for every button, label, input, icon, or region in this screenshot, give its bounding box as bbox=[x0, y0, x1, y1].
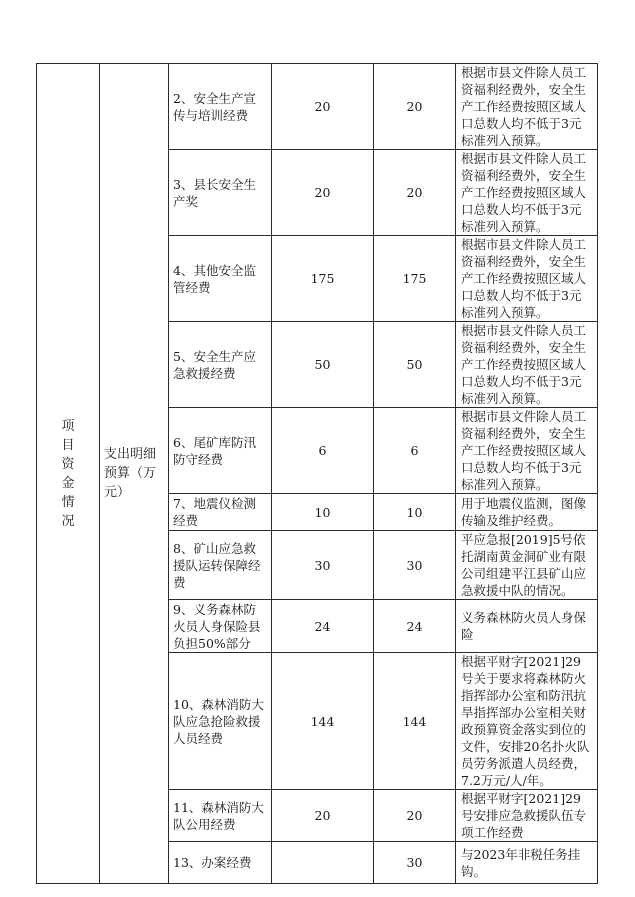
item-description: 根据市县文件除人员工资福利经费外，安全生产工作经费按照区域人口总数人均不低于3元标准列入预算。 bbox=[456, 408, 598, 494]
item-amount-b: 20 bbox=[374, 790, 456, 842]
item-amount-b: 30 bbox=[374, 842, 456, 884]
item-amount-a: 20 bbox=[272, 150, 374, 236]
item-description: 用于地震仪监测，图像传输及维护经费。 bbox=[456, 494, 598, 531]
item-amount-b: 20 bbox=[374, 150, 456, 236]
item-description: 根据平财字[2021]29号安排应急救援队伍专项工作经费 bbox=[456, 790, 598, 842]
item-amount-a bbox=[272, 842, 374, 884]
item-name: 4、其他安全监管经费 bbox=[169, 236, 272, 322]
table-row bbox=[37, 64, 598, 150]
item-amount-a: 10 bbox=[272, 494, 374, 531]
item-name: 5、安全生产应急救援经费 bbox=[169, 322, 272, 408]
item-name: 13、办案经费 bbox=[169, 842, 272, 884]
item-name: 2、安全生产宣传与培训经费 bbox=[169, 64, 272, 150]
item-description: 义务森林防火员人身保险 bbox=[456, 600, 598, 653]
item-amount-a: 50 bbox=[272, 322, 374, 408]
item-name: 10、森林消防大队应急抢险救援人员经费 bbox=[169, 653, 272, 790]
item-name: 6、尾矿库防汛防守经费 bbox=[169, 408, 272, 494]
item-description: 与2023年非税任务挂钩。 bbox=[456, 842, 598, 884]
item-amount-a: 24 bbox=[272, 600, 374, 653]
item-amount-b: 6 bbox=[374, 408, 456, 494]
item-description: 根据平财字[2021]29号关于要求将森林防火指挥部办公室和防汛抗旱指挥部办公室相关财政预算资金落实到位的文件，安排20名扑火队员劳务派遣人员经费，7.2万元/人/年。 bbox=[456, 653, 598, 790]
item-name: 9、义务森林防火员人身保险县负担50%部分 bbox=[169, 600, 272, 653]
subsection-label-cell bbox=[100, 64, 169, 884]
item-description: 根据市县文件除人员工资福利经费外，安全生产工作经费按照区域人口总数人均不低于3元标准列入预算。 bbox=[456, 322, 598, 408]
item-amount-b: 50 bbox=[374, 322, 456, 408]
item-amount-a: 6 bbox=[272, 408, 374, 494]
item-name: 8、矿山应急救援队运转保障经费 bbox=[169, 531, 272, 600]
section-label: 项目资金情况 bbox=[61, 418, 75, 529]
subsection-label: 支出明细预算（万元） bbox=[104, 447, 157, 500]
item-amount-b: 144 bbox=[374, 653, 456, 790]
item-amount-a: 30 bbox=[272, 531, 374, 600]
item-amount-b: 175 bbox=[374, 236, 456, 322]
item-name: 11、森林消防大队公用经费 bbox=[169, 790, 272, 842]
section-label-cell bbox=[37, 64, 100, 884]
item-amount-a: 20 bbox=[272, 790, 374, 842]
item-amount-b: 24 bbox=[374, 600, 456, 653]
item-description: 根据市县文件除人员工资福利经费外，安全生产工作经费按照区域人口总数人均不低于3元标准列入预算。 bbox=[456, 64, 598, 150]
item-amount-b: 30 bbox=[374, 531, 456, 600]
item-name: 3、县长安全生产奖 bbox=[169, 150, 272, 236]
item-amount-a: 175 bbox=[272, 236, 374, 322]
item-amount-b: 20 bbox=[374, 64, 456, 150]
item-amount-a: 20 bbox=[272, 64, 374, 150]
item-description: 根据市县文件除人员工资福利经费外，安全生产工作经费按照区域人口总数人均不低于3元标准列入预算。 bbox=[456, 150, 598, 236]
item-amount-a: 144 bbox=[272, 653, 374, 790]
item-name: 7、地震仪检测经费 bbox=[169, 494, 272, 531]
item-amount-b: 10 bbox=[374, 494, 456, 531]
budget-table bbox=[36, 63, 598, 884]
item-description: 根据市县文件除人员工资福利经费外，安全生产工作经费按照区域人口总数人均不低于3元标准列入预算。 bbox=[456, 236, 598, 322]
item-description: 平应急报[2019]5号依托湖南黄金洞矿业有限公司组建平江县矿山应急救援中队的情况。 bbox=[456, 531, 598, 600]
